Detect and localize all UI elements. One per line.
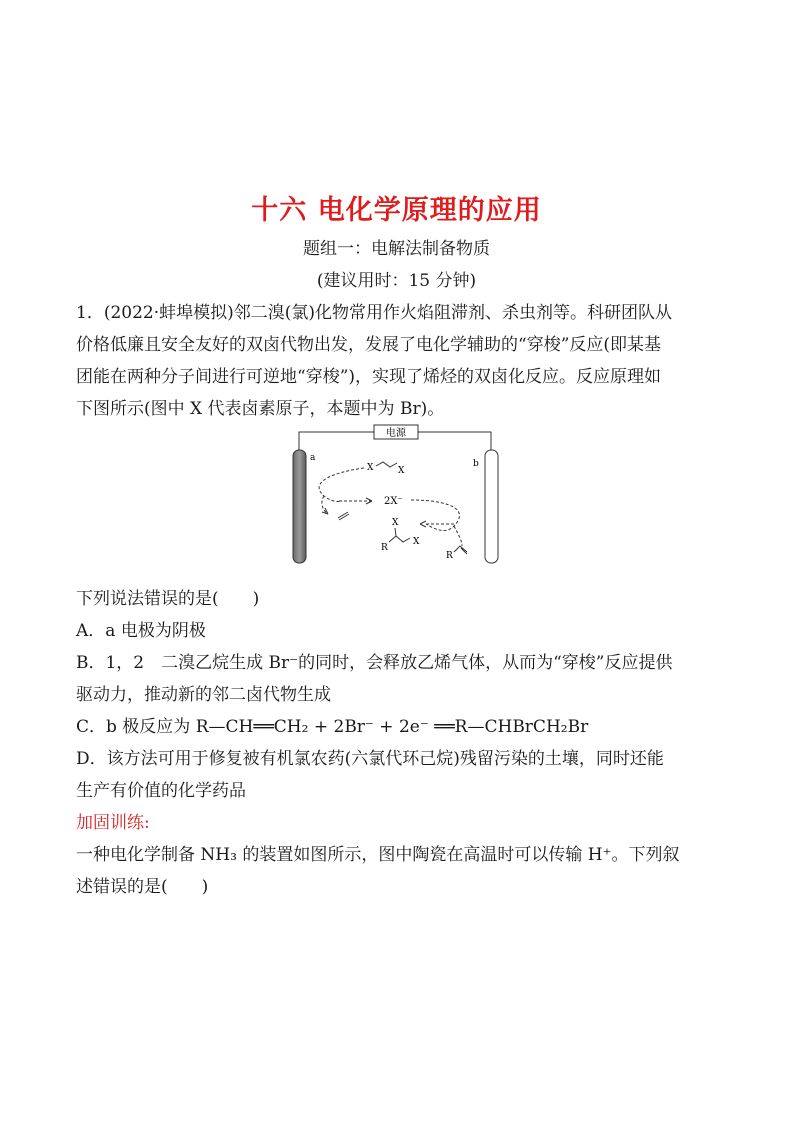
option-b-line-2: 驱动力，推动新的邻二卤代物生成 [76,685,331,705]
page-title: 十六 电化学原理的应用 [251,195,542,226]
option-d-line-1: D．该方法可用于修复被有机氯农药(六氯代环己烷)残留污染的土壤，同时还能 [76,749,664,769]
electrode-b [485,450,498,563]
option-b-line-1: B．1，2 二溴乙烷生成 Br⁻的同时，会释放乙烯气体，从而为“穿梭”反应提供 [76,653,673,673]
product-x-top: X [392,518,399,528]
time-hint: (建议用时：15 分钟) [316,271,477,291]
wire-right [418,432,491,452]
product-x-bottom: X [413,537,420,547]
question-1-line-2: 价格低廉且安全友好的双卤代物出发，发展了电化学辅助的“穿梭”反应(即某基 [76,335,662,355]
question-1-prompt: 下列说法错误的是( ) [76,589,260,609]
top-molecule-bonds [376,462,397,467]
option-d-line-2: 生产有价值的化学药品 [76,781,246,801]
question-1-line-3: 团能在两种分子间进行可逆地“穿梭”)，实现了烯烃的双卤化反应。反应原理如 [76,367,662,387]
question-1-line-4: 下图所示(图中 X 代表卤素原子，本题中为 Br)。 [76,399,445,419]
wire-left [299,432,374,452]
reinforce-label: 加固训练: [76,813,150,833]
alkene-molecule [454,546,467,554]
right-cycle-arrow [411,500,459,530]
top-molecule-x-left: X [367,463,374,473]
electrode-a-label: a [310,453,316,463]
product-r: R [381,543,388,553]
electrode-a [293,450,306,563]
option-a: A．a 电极为阴极 [76,621,206,641]
option-c: C．b 极反应为 R—CH══CH₂ + 2Br⁻ + 2e⁻ ══R—CHBrCH₂Br [76,717,589,737]
electrolysis-diagram [286,422,516,570]
ethylene-molecule [338,512,349,520]
ion-label: 2X⁻ [384,496,403,507]
reinforce-line-2: 述错误的是( ) [76,877,209,897]
product-bonds [389,528,410,542]
alkene-arrow [454,526,462,546]
electrode-b-label: b [473,459,479,469]
reinforce-line-1: 一种电化学制备 NH₃ 的装置如图所示，图中陶瓷在高温时可以传输 H⁺。下列叙 [76,845,680,865]
left-cycle-arrow [319,468,364,501]
alkene-r: R [446,551,453,561]
power-source-label: 电源 [386,428,406,439]
top-molecule-x-right: X [398,466,405,476]
section-subtitle: 题组一：电解法制备物质 [303,239,490,259]
question-1-line-1: 1．(2022·蚌埠模拟)邻二溴(氯)化物常用作火焰阻滞剂、杀虫剂等。科研团队从 [76,303,673,323]
